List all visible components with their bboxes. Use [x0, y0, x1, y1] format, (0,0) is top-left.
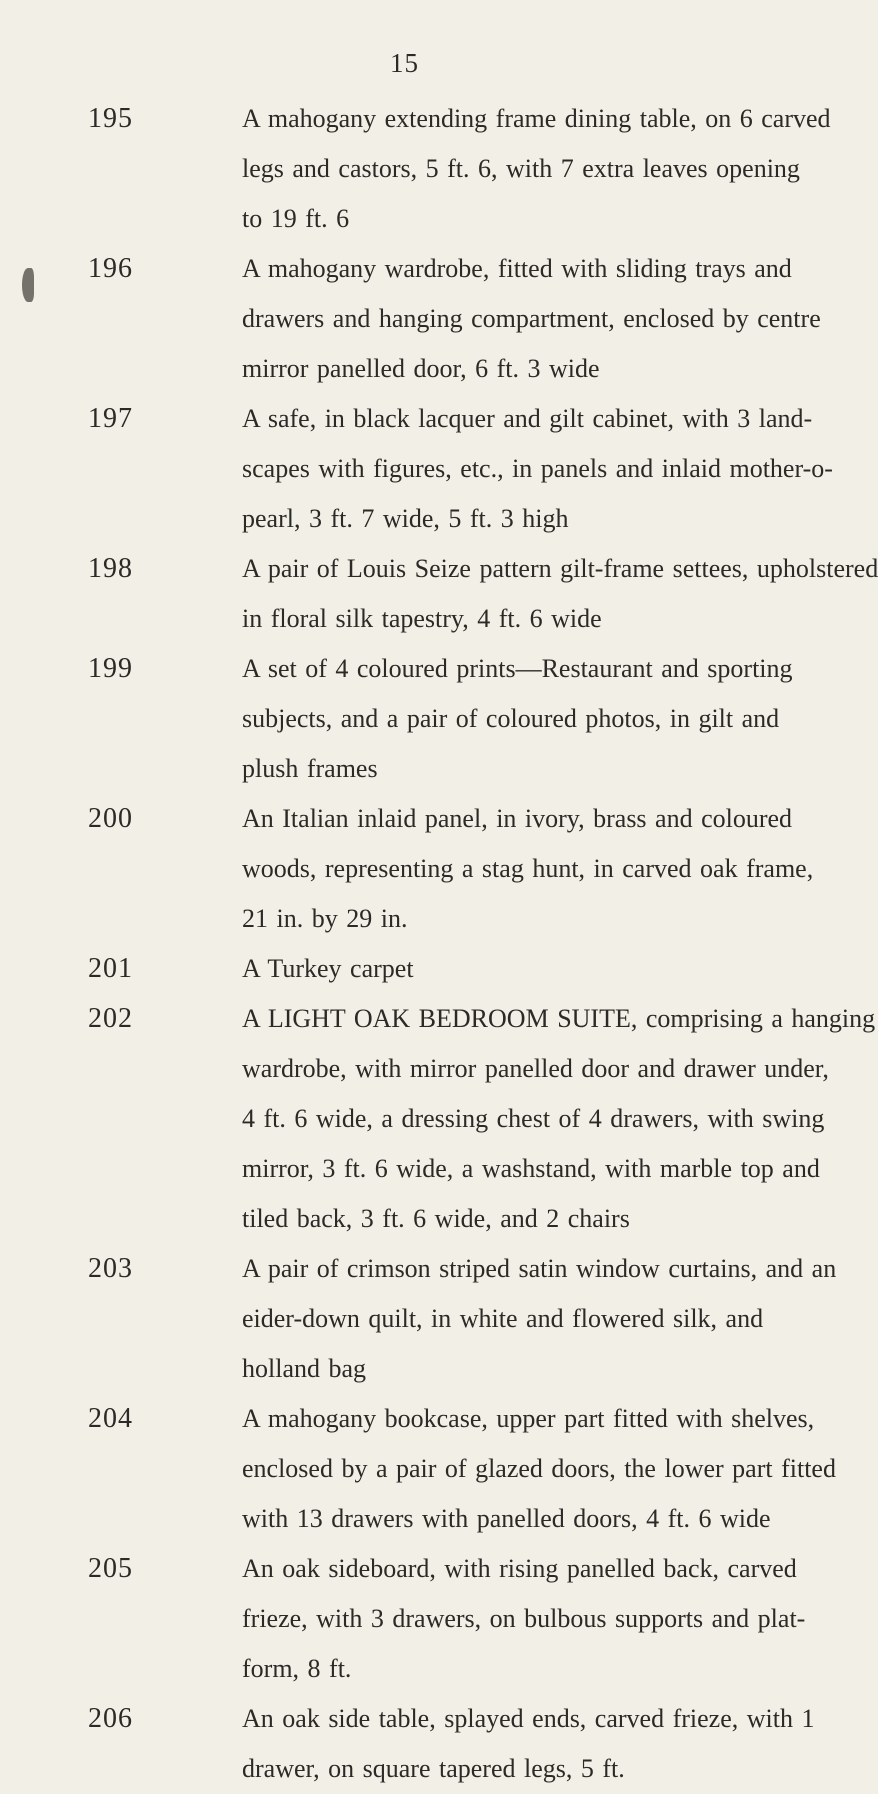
- lot-description-line: A LIGHT OAK BEDROOM SUITE, comprising a hanging: [242, 1004, 876, 1033]
- lot-description-line: with 13 drawers with panelled doors, 4 ft. 6 wide: [242, 1504, 771, 1533]
- lot-description: [242, 1544, 806, 1694]
- lot-description: [242, 1694, 815, 1794]
- lot-description-line: mirror panelled door, 6 ft. 3 wide: [242, 354, 600, 383]
- lot-description-line: An oak side table, splayed ends, carved frieze, with 1: [242, 1704, 815, 1733]
- lot-description-line: mirror, 3 ft. 6 wide, a washstand, with marble top and: [242, 1154, 820, 1183]
- lot-description-line: An Italian inlaid panel, in ivory, brass and coloured: [242, 804, 793, 833]
- lot-description-line: 21 in. by 29 in.: [242, 904, 408, 933]
- lot-description-line: drawers and hanging compartment, enclosed by centre: [242, 304, 821, 333]
- lot-description-line: form, 8 ft.: [242, 1654, 352, 1683]
- lot-description: [242, 94, 831, 244]
- lot-number: 203: [88, 1253, 133, 1284]
- lot-description-line: holland bag: [242, 1354, 367, 1383]
- lot-description-line: to 19 ft. 6: [242, 204, 350, 233]
- lot-number: 205: [88, 1553, 133, 1584]
- margin-ink-mark: [22, 268, 34, 302]
- lot-description-line: A set of 4 coloured prints—Restaurant and sporting: [242, 654, 793, 683]
- lot-number: 196: [88, 253, 133, 284]
- lot-description-line: A Turkey carpet: [242, 954, 414, 983]
- lot-description-line: drawer, on square tapered legs, 5 ft.: [242, 1754, 625, 1783]
- lot-description: [242, 544, 878, 644]
- lot-description-line: pearl, 3 ft. 7 wide, 5 ft. 3 high: [242, 504, 569, 533]
- lot-description-line: A mahogany bookcase, upper part fitted with shelves,: [242, 1404, 815, 1433]
- lot-description-line: subjects, and a pair of coloured photos, in gilt and: [242, 704, 780, 733]
- lot-description-line: A pair of crimson striped satin window curtains, and an: [242, 1254, 837, 1283]
- lot-description-line: tiled back, 3 ft. 6 wide, and 2 chairs: [242, 1204, 630, 1233]
- page-number: 15: [390, 48, 419, 78]
- lot-description-line: A mahogany extending frame dining table, on 6 carved: [242, 104, 831, 133]
- lot-description-line: legs and castors, 5 ft. 6, with 7 extra leaves opening: [242, 154, 800, 183]
- lot-description-line: A safe, in black lacquer and gilt cabinet, with 3 land-: [242, 404, 813, 433]
- lot-number: 204: [88, 1403, 133, 1434]
- lot-number: 197: [88, 403, 133, 434]
- lot-description-line: A mahogany wardrobe, fitted with sliding trays and: [242, 254, 792, 283]
- lot-description: [242, 644, 793, 794]
- lot-description-line: frieze, with 3 drawers, on bulbous supports and plat-: [242, 1604, 806, 1633]
- lot-description-line: scapes with figures, etc., in panels and inlaid mother-o-: [242, 454, 833, 483]
- lot-description-line: eider-down quilt, in white and flowered silk, and: [242, 1304, 764, 1333]
- lot-description-line: wardrobe, with mirror panelled door and drawer under,: [242, 1054, 829, 1083]
- lot-number: 201: [88, 953, 133, 984]
- lot-description: [242, 994, 876, 1244]
- lot-number: 200: [88, 803, 133, 834]
- lot-number: 206: [88, 1703, 133, 1734]
- lot-number: 195: [88, 103, 133, 134]
- lot-description-line: in floral silk tapestry, 4 ft. 6 wide: [242, 604, 602, 633]
- lot-description-line: enclosed by a pair of glazed doors, the lower part fitted: [242, 1454, 836, 1483]
- lot-description: [242, 944, 772, 994]
- lot-description: [242, 1394, 836, 1544]
- lot-description-line: woods, representing a stag hunt, in carved oak frame,: [242, 854, 814, 883]
- lot-number: 202: [88, 1003, 133, 1034]
- lot-description: [242, 394, 833, 544]
- lot-description-line: An oak sideboard, with rising panelled back, carved: [242, 1554, 797, 1583]
- lot-number: 198: [88, 553, 133, 584]
- lot-description-line: A pair of Louis Seize pattern gilt-frame settees, upholstered: [242, 554, 878, 583]
- lot-description-line: 4 ft. 6 wide, a dressing chest of 4 drawers, with swing: [242, 1104, 825, 1133]
- lot-description: [242, 1244, 837, 1394]
- lot-description: [242, 794, 814, 944]
- lot-description: [242, 244, 821, 394]
- lot-number: 199: [88, 653, 133, 684]
- lot-description-line: plush frames: [242, 754, 378, 783]
